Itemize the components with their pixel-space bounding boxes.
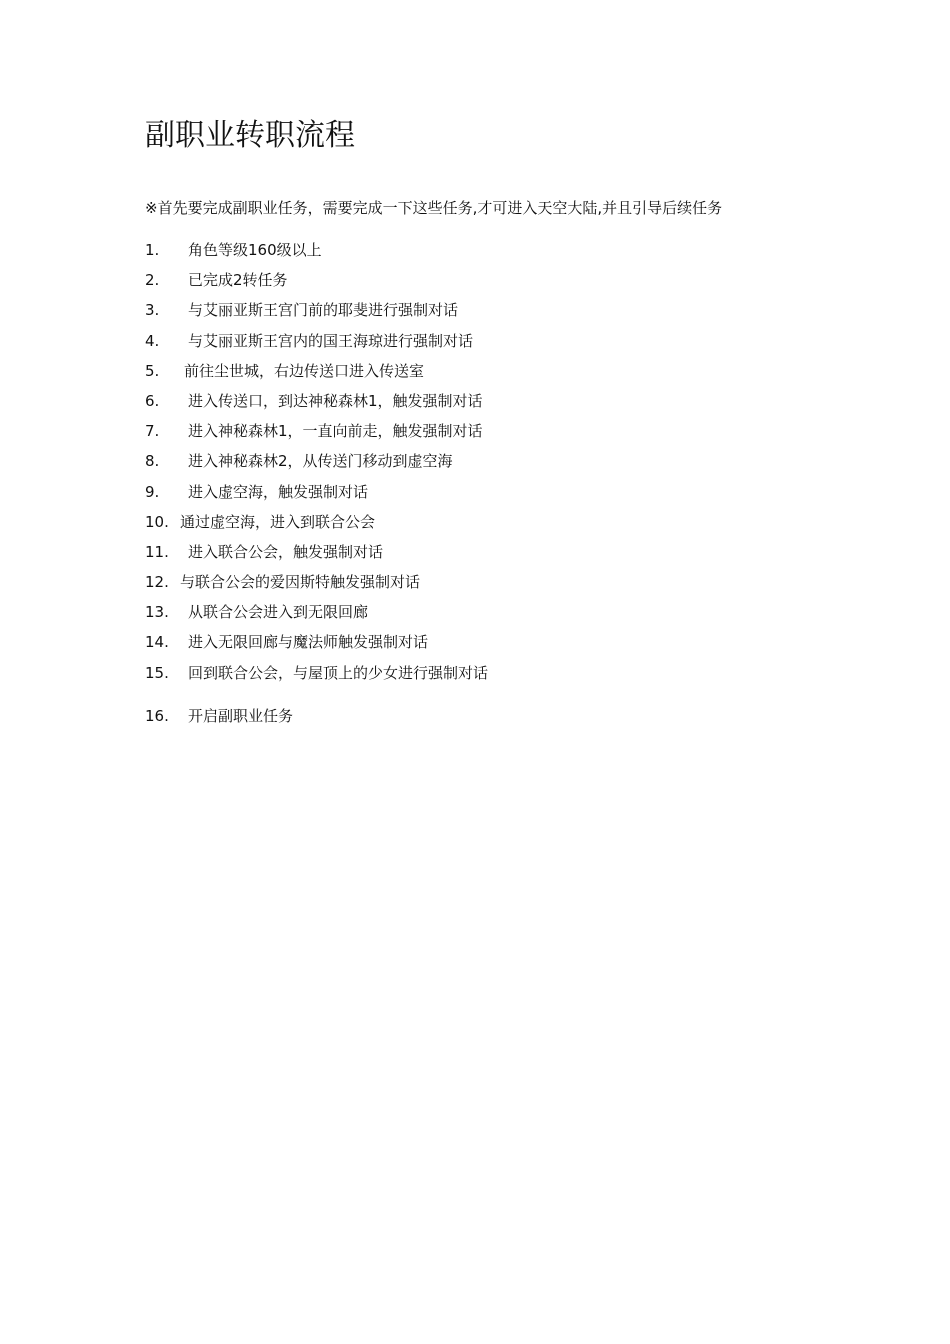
step-list [145,239,488,735]
list-item [145,541,488,571]
list-item [145,390,488,420]
list-item [145,662,488,692]
step-number: 3. [145,301,160,320]
step-text: 回到联合公会，与屋顶上的少女进行强制对话 [188,663,489,682]
list-item [145,239,488,269]
step-number: 11. [145,542,169,561]
step-number: 5. [145,361,160,380]
list-item [145,481,488,511]
list-item [145,705,488,735]
step-number: 8. [145,452,160,471]
step-number: 7. [145,422,160,441]
step-text: 进入神秘森林1，一直向前走，触发强制对话 [188,422,483,441]
step-text: 进入虚空海，触发强制对话 [188,482,369,501]
list-item [145,511,488,541]
step-text: 进入神秘森林2，从传送门移动到虚空海 [188,452,453,471]
step-number: 2. [145,271,160,290]
step-number: 14. [145,633,169,652]
list-item [145,571,488,601]
list-item [145,360,488,390]
list-item [145,450,488,480]
step-text: 已完成2转任务 [188,271,288,290]
intro-paragraph: ※首先要完成副职业任务，需要完成一下这些任务,才可进入天空大陆,并且引导后续任务 [145,199,723,217]
step-text: 通过虚空海，进入到联合公会 [180,512,376,531]
step-number: 10. [145,512,169,531]
step-text: 进入无限回廊与魔法师触发强制对话 [188,633,429,652]
step-number: 13. [145,603,169,622]
step-text: 与艾丽亚斯王宫内的国王海琼进行强制对话 [188,331,474,350]
step-text: 从联合公会进入到无限回廊 [188,603,369,622]
list-item [145,420,488,450]
step-text: 开启副职业任务 [188,706,294,725]
step-number: 16. [145,706,169,725]
step-number: 6. [145,391,160,410]
step-text: 前往尘世城，右边传送口进入传送室 [184,361,425,380]
step-number: 4. [145,331,160,350]
list-item [145,601,488,631]
list-item [145,269,488,299]
list-item [145,631,488,661]
step-number: 15. [145,663,169,682]
step-text: 进入传送口，到达神秘森林1，触发强制对话 [188,391,483,410]
step-number: 9. [145,482,160,501]
page-title: 副职业转职流程 [145,118,355,153]
step-number: 1. [145,241,160,259]
list-item [145,330,488,360]
step-text: 角色等级160级以上 [188,241,322,259]
step-text: 与艾丽亚斯王宫门前的耶斐进行强制对话 [188,301,459,320]
step-text: 进入联合公会，触发强制对话 [188,542,384,561]
step-text: 与联合公会的爱因斯特触发强制对话 [180,573,421,592]
list-item [145,299,488,329]
step-number: 12. [145,573,169,592]
